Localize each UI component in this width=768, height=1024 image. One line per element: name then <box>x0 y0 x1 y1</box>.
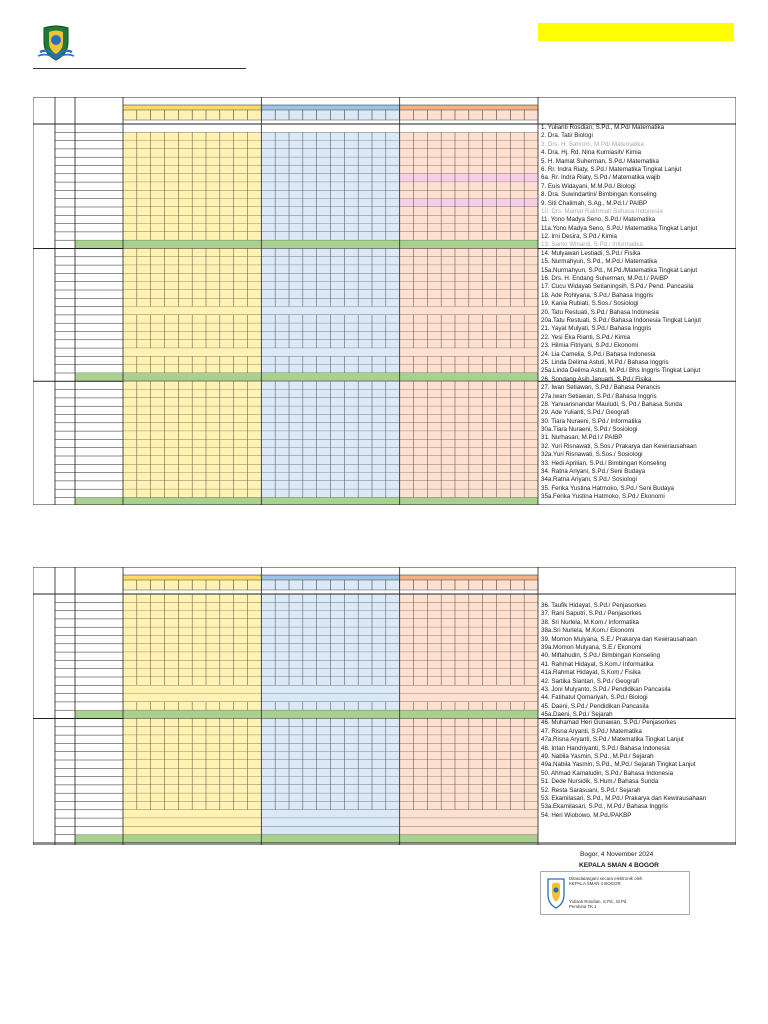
teacher-entry: 47a.Risna Aryanti, S.Pd./ Matematika Tingkat Lanjut <box>541 736 684 744</box>
teacher-list-top <box>541 124 701 502</box>
break-row <box>123 835 538 843</box>
teacher-entry: 54. Heri Wiobowo, M.Pd./PAKBP <box>541 811 632 819</box>
teacher-entry: 45. Daeni, S.Pd./ Pendidikan Pancasila <box>541 702 649 710</box>
teacher-entry: 25. Linda Delima Astuti, M.Pd./ Bahasa Inggris <box>541 358 669 366</box>
teacher-entry: 28. Yanuarisnandar Mauludi, S. Pd./ Bahasa Sunda <box>541 400 683 408</box>
schedule-row-cell <box>123 348 261 356</box>
teacher-entry: 1. Yulianti Rosdian, S.Pd., M.Pd/ Matematika <box>541 124 665 131</box>
schedule-row-cell <box>400 826 538 834</box>
esign-caption-line2: KEPALA SMAN 4 BOGOR <box>569 881 621 886</box>
teacher-entry: 39a.Momon Mulyana, S.E./ Ekonomi <box>541 643 642 651</box>
teacher-entry: 36. Taufik Hidayat, S.Pd./ Penjasorkes <box>541 602 647 609</box>
teacher-entry: 24. Lia Camelia, S.Pd./ Bahasa Indonesia <box>541 350 656 358</box>
schedule-row-cell <box>261 810 399 818</box>
teacher-entry: 15. Nurmahyun, S.Pd., M.Pd./ Matematika <box>541 258 657 266</box>
break-row-cell <box>75 373 123 381</box>
teacher-entry: 16. Drs. H. Endang Suherman, M.Pd.I./ PAIBP <box>541 275 669 283</box>
schedule-row-cell <box>123 694 261 702</box>
teacher-entry: 18. Ade Rohiyana, S.Pd./ Bahasa Inggris <box>541 291 654 299</box>
teacher-entry: 34. Ratna Ariyani, S.Pd./ Seni Budaya <box>541 468 646 476</box>
teacher-entry: 29. Ade Yulianti, S.Pd./ Geografi <box>541 409 630 417</box>
teacher-entry: 3. Drs. H. Sahrom, M.Pd/ Matematika <box>541 140 644 148</box>
teacher-entry: 49. Nabila Yasmin, S.Pd., M.Pd./ Sejarah <box>541 753 654 761</box>
teacher-entry: 11a.Yono Madya Seno, S.Pd./ Matematika Tingkat Lanjut <box>541 224 698 232</box>
break-row-cell <box>75 498 123 506</box>
schedule-row-cell <box>400 685 538 693</box>
schedule-row-cell <box>123 826 261 834</box>
teacher-entry: 11. Yono Madya Seno, S.Pd./ Matematika <box>541 216 656 224</box>
teacher-entry: 42. Sartika Siantari, S.Pd./ Geografi <box>541 677 640 685</box>
header-band <box>123 575 261 580</box>
schedule-row-cell <box>261 348 399 356</box>
teacher-entry: 20. Tatu Restuati, S.Pd./ Bahasa Indonesia <box>541 308 659 316</box>
teacher-entry: 26. Sondang Asih Januarti, S.Pd./ Fisika <box>541 375 652 383</box>
sman4-bogor-emblem-icon <box>545 876 567 910</box>
teacher-entry: 31. Nurhasan, M.Pd.I./ PAIBP <box>541 434 623 442</box>
teacher-entry: 27a.Iwan Setiawan, S.Pd./ Bahasa Inggris <box>541 392 657 400</box>
teacher-entry: 46. Muhamad Heri Gunawan, S.Pd./ Penjasorkes <box>541 719 677 727</box>
teacher-entry: 40. Miftahudin, S.Pd./ Bimbingan Konseling <box>541 652 661 660</box>
esign-caption-line1: Ditandatangani secara elektronik oleh <box>569 876 643 881</box>
teacher-entry: 19. Kania Rubiati, S.Sos./ Sosiologi <box>541 300 639 308</box>
header-band <box>261 105 399 110</box>
teacher-entry: 10. Drs. Mamat Rakhmat/ Bahasa Indonesia <box>541 207 663 215</box>
teacher-entry: 50. Ahmad Kamaludin, S.Pd./ Bahasa Indonesia <box>541 769 674 777</box>
schedule-row-cell <box>261 694 399 702</box>
teacher-entry: 2. Dra. Tati/ Biologi <box>541 132 593 140</box>
header-band <box>400 105 538 110</box>
schedule-row-cell <box>123 685 261 693</box>
schedule-row-cell <box>261 307 399 315</box>
schedule-row-cell <box>400 694 538 702</box>
header-band <box>400 575 538 580</box>
teacher-entry: 45a.Daeni, S.Pd./ Sejarah <box>541 711 613 719</box>
teacher-entry: 14. Mulyawan Lestiadi, S.Pd./ Fisika <box>541 249 641 257</box>
electronic-signature-box <box>540 871 690 915</box>
schedule-row-cell <box>261 685 399 693</box>
schedule-row-cell <box>261 818 399 826</box>
schedule-row-cell <box>400 307 538 315</box>
teacher-entry: 13. Santo Winardi, S.Pd./ Informatika <box>541 241 643 249</box>
teacher-entry: 12. Irni Desira, S.Pd./ Kimia <box>541 233 617 241</box>
teacher-entry: 34a.Ratna Ariyani, S.Pd./ Sosiologi <box>541 476 637 484</box>
teacher-entry: 15a.Nurmahyun, S.Pd., M.Pd./Matematika Tingkat Lanjut <box>541 266 698 274</box>
teacher-entry: 48. Intan Handriyanti, S.Pd./ Bahasa Indonesia <box>541 744 670 752</box>
teacher-entry: 47. Risna Aryanti, S.Pd./ Matematika <box>541 727 642 735</box>
esign-signer <box>569 899 626 909</box>
header-highlight-badge <box>538 23 734 41</box>
teacher-entry: 7. Euis Widayani, M.M.Pd./ Biologi <box>541 182 636 190</box>
teacher-entry: 22. Yesi Eka Rianti, S.Pd./ Kimia <box>541 333 631 341</box>
teacher-entry: 41. Rahmat Hidayat, S.Kom./ Informatika <box>541 660 654 668</box>
signature-office-title: KEPALA SMAN 4 BOGOR <box>579 862 659 869</box>
teacher-entry: 17. Cucu Widayati Setianingsih, S.Pd./ Pend. Pancasila <box>541 283 694 291</box>
teacher-entry: 37. Rani Saputri, S.Pd./ Penjasorkes <box>541 610 642 618</box>
teacher-entry: 30. Tiara Nuraeni, S.Pd./ Informatika <box>541 417 642 425</box>
teacher-entry: 39. Momon Mulyana, S.E./ Prakarya dan Kewirausahaan <box>541 635 697 643</box>
schedule-row-cell <box>123 810 261 818</box>
teacher-entry: 32a.Yuri Risnawati, S.Sos./ Sosiologi <box>541 451 643 459</box>
break-row <box>123 498 538 506</box>
teacher-entry: 27. Iwan Setiawan, S.Pd./ Bahasa Perancis <box>541 384 661 392</box>
teacher-entry: 35. Ferika Yustina Hatmoko, S.Pd./ Seni Budaya <box>541 484 674 492</box>
teacher-entry: 23. Hilmia Fitriyani, S.Pd./ Ekonomi <box>541 342 638 350</box>
break-row <box>123 373 538 381</box>
schedule-row-cell <box>400 818 538 826</box>
esign-signer-name: Yulianti Rosdian, S.Pd., M.Pd <box>569 899 627 904</box>
teacher-entry: 32. Yuri Risnawati, S.Sos./ Prakarya dan Kewirausahaan <box>541 442 697 450</box>
teacher-entry: 52. Resta Sarasuani, S.Pd./ Sejarah <box>541 786 641 794</box>
teacher-entry: 5. H. Mamat Suherman, S.Pd./ Matematika <box>541 157 659 165</box>
west-java-province-emblem-icon <box>36 22 76 62</box>
teacher-entry: 51. Dede Nursidik, S.Hum./ Bahasa Sunda <box>541 778 659 786</box>
header-underline <box>33 68 246 69</box>
teacher-entry: 6. Rr. Indra Riaty, S.Pd./ Matematika Tingkat Lanjut <box>541 165 682 173</box>
teacher-entry: 21. Yayat Mulyati, S.Pd./ Bahasa Inggris <box>541 325 652 333</box>
teacher-entry: 49a.Nabila Yasmin, S.Pd., M.Pd./ Sejarah Tingkat Lanjut <box>541 761 696 769</box>
teacher-entry: 38a.Sri Nurlela, M.Kom./ Ekonomi <box>541 627 635 635</box>
break-row-cell <box>75 710 123 718</box>
schedule-row-cell <box>400 348 538 356</box>
teacher-entry: 8. Dra. Suwindartini/ Bimbingan Konseling <box>541 191 657 199</box>
esign-signer-rank: Pembina TK.1 <box>569 904 597 909</box>
teacher-entry: 41a.Rahmat Hidayat, S.Kom./ Fisika <box>541 669 641 677</box>
schedule-row-cell <box>123 307 261 315</box>
teacher-entry: 33. Hedi Aprilian, S.Pd./ Bimbingan Konseling <box>541 459 667 467</box>
teacher-list-bottom <box>541 602 706 820</box>
break-row <box>123 240 538 248</box>
schedule-row-cell <box>400 810 538 818</box>
teacher-entry: 30a.Tiara Nuraeni, S.Pd./ Sosiologi <box>541 426 638 434</box>
teacher-entry: 43. Joni Mulyanto, S.Pd./ Pendidikan Pancasila <box>541 685 671 693</box>
esign-caption <box>569 876 642 886</box>
break-row <box>123 710 538 718</box>
teacher-entry: 4. Dra. Hj. Rd. Nina Kurniasih/ Kimia <box>541 149 642 157</box>
break-row-cell <box>75 835 123 843</box>
teacher-entry: 38. Sri Nurlela, M.Kom./ Informatika <box>541 618 639 626</box>
teacher-entry: 25a.Linda Delima Astuti, M.Pd./ Bhs Inggris Tingkat Lanjut <box>541 367 701 375</box>
teacher-entry: 53. Ekamilasari, S.Pd., M.Pd./ Prakarya dan Kewirausahaan <box>541 794 707 802</box>
teacher-entry: 20a.Tatu Restuati, S.Pd./ Bahasa Indonesia Tingkat Lanjut <box>541 316 701 324</box>
break-row-cell <box>75 240 123 248</box>
teacher-entry: 35a.Ferika Yustina Hatmoko, S.Pd./ Ekonomi <box>541 493 665 501</box>
header-band <box>261 575 399 580</box>
schedule-row-cell <box>261 826 399 834</box>
header-band <box>123 105 261 110</box>
signature-place-date: Bogor, 4 November 2024 <box>580 851 654 858</box>
teacher-entry: 6a. Rr. Indra Riaty, S.Pd./ Matematika wajib <box>541 174 661 182</box>
teacher-entry: 44. Fatihatul Qomariyah, S.Pd./ Biologi <box>541 694 648 702</box>
teacher-entry: 53a.Ekamilasari, S.Pd., M.Pd./ Bahasa Inggris <box>541 803 668 811</box>
teacher-entry: 9. Siti Chalimah, S.Ag., M.Pd.I./ PAIBP <box>541 199 648 207</box>
schedule-row-cell <box>123 818 261 826</box>
